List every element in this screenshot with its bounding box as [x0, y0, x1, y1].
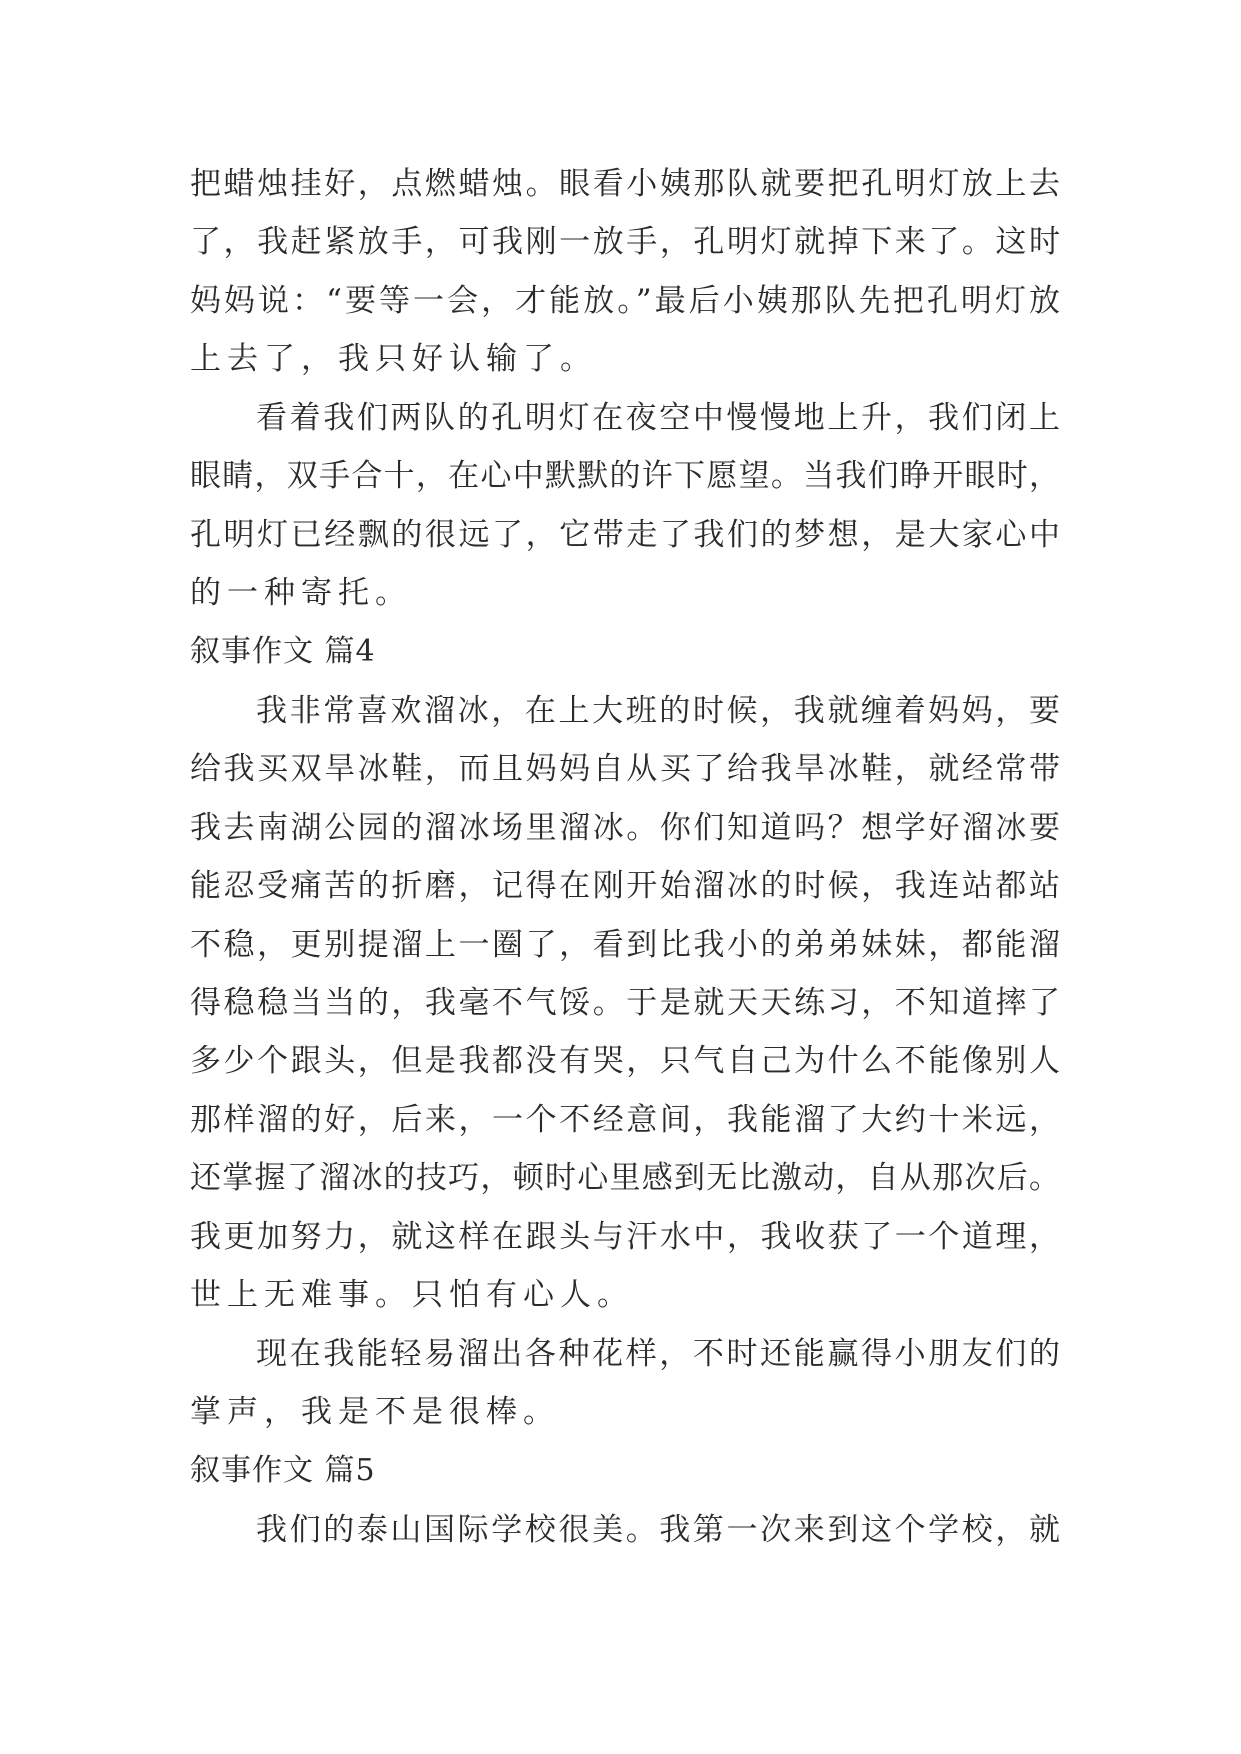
text-line: 得稳稳当当的，我毫不气馁。于是就天天练习，不知道摔了 — [190, 984, 1060, 1021]
text-line: 不稳，更别提溜上一圈了，看到比我小的弟弟妹妹，都能溜 — [190, 926, 1060, 963]
text-line: 我去南湖公园的溜冰场里溜冰。你们知道吗？想学好溜冰要 — [190, 809, 1060, 846]
text-line: 看着我们两队的孔明灯在夜空中慢慢地上升，我们闭上 — [256, 400, 1060, 436]
text-line: 我们的泰山国际学校很美。我第一次来到这个学校，就 — [256, 1512, 1060, 1548]
text-line: 那样溜的好，后来，一个不经意间，我能溜了大约十米远， — [190, 1101, 1060, 1138]
text-line: 掌声，我是不是很棒。 — [190, 1394, 560, 1431]
text-line: 我非常喜欢溜冰，在上大班的时候，我就缠着妈妈，要 — [256, 693, 1060, 729]
text-line: 我更加努力，就这样在跟头与汗水中，我收获了一个道理， — [190, 1218, 1060, 1255]
text-line: 把蜡烛挂好，点燃蜡烛。眼看小姨那队就要把孔明灯放上去 — [190, 166, 1060, 202]
text-line: 的一种寄托。 — [190, 575, 412, 612]
text-line: 能忍受痛苦的折磨，记得在刚开始溜冰的时候，我连站都站 — [190, 868, 1060, 905]
text-line: 多少个跟头，但是我都没有哭，只气自己为什么不能像别人 — [190, 1043, 1060, 1080]
text-line: 上去了，我只好认输了。 — [190, 341, 597, 378]
paragraph-skating — [190, 682, 1060, 1324]
paragraph-lantern-wish — [190, 389, 1060, 623]
text-line: 还掌握了溜冰的技巧，顿时心里感到无比激动，自从那次后。 — [190, 1160, 1060, 1197]
text-line: 现在我能轻易溜出各种花样，不时还能赢得小朋友们的 — [256, 1336, 1060, 1372]
text-line: 给我买双旱冰鞋，而且妈妈自从买了给我旱冰鞋，就经常带 — [190, 751, 1060, 788]
text-line: 眼睛，双手合十，在心中默默的许下愿望。当我们睁开眼时， — [190, 458, 1060, 495]
section-title: 叙事作文 篇5 — [190, 1453, 376, 1488]
section-title: 叙事作文 篇4 — [190, 634, 376, 669]
paragraph-lantern-race — [190, 155, 1060, 389]
text-line: 了，我赶紧放手，可我刚一放手，孔明灯就掉下来了。这时 — [190, 224, 1060, 261]
text-line: 妈妈说：“要等一会，才能放。”最后小姨那队先把孔明灯放 — [190, 282, 1060, 319]
text-line: 世上无难事。只怕有心人。 — [190, 1276, 634, 1313]
paragraph-skating-now — [190, 1325, 1060, 1442]
section-heading-4 — [190, 623, 1060, 681]
text-line: 孔明灯已经飘的很远了，它带走了我们的梦想，是大家心中 — [190, 516, 1060, 553]
paragraph-school — [190, 1501, 1060, 1559]
section-heading-5 — [190, 1442, 1060, 1500]
